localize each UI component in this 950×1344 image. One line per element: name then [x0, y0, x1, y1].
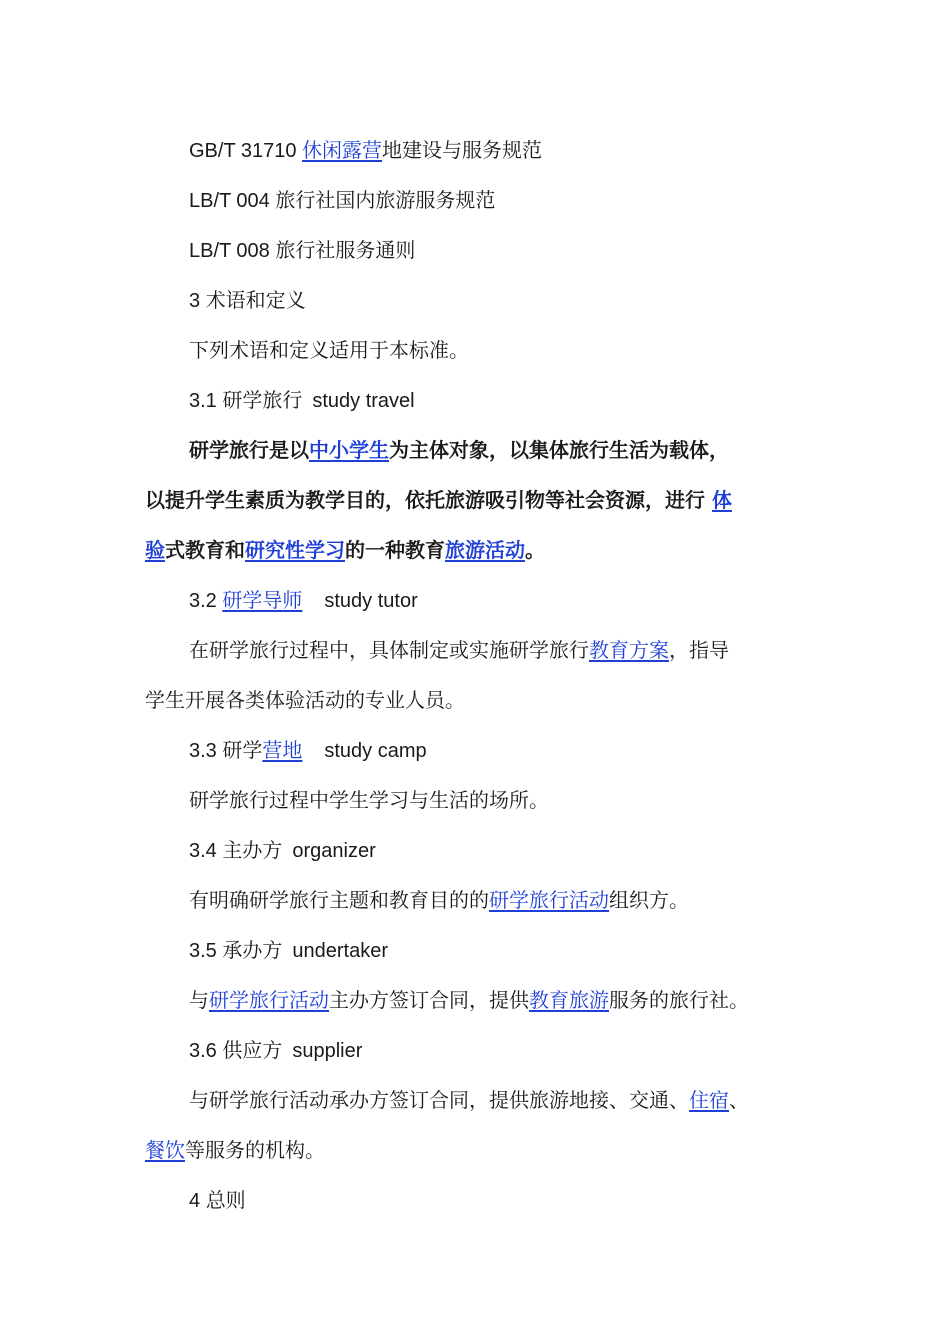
link-study-travel-activities[interactable]: 研学旅行活动 — [209, 988, 329, 1012]
term-name: 研学旅行 — [222, 388, 303, 412]
term-3-3-heading — [189, 725, 819, 775]
term-number: 3.4 — [189, 840, 223, 862]
term-number: 3.6 — [189, 1040, 223, 1062]
def-text: 与 — [189, 988, 209, 1012]
def-text: 等服务的机构。 — [185, 1138, 325, 1162]
term-3-1-definition-line-2 — [145, 475, 815, 525]
ref-code: LB/T 004 — [189, 190, 276, 212]
term-number: 3.5 — [189, 940, 223, 962]
section-3-intro — [189, 325, 819, 375]
ref-title: 旅行社国内旅游服务规范 — [275, 188, 496, 212]
def-text: 有明确研学旅行主题和教育目的的 — [189, 888, 489, 912]
def-text: 学生开展各类体验活动的专业人员。 — [145, 688, 465, 712]
link-study-travel-activities[interactable]: 研学旅行活动 — [489, 888, 609, 912]
def-text: 与研学旅行活动承办方签订合同，提供旅游地接、交通、 — [189, 1088, 689, 1112]
term-3-2-definition-line-1 — [189, 625, 819, 675]
def-text: 式教育和 — [165, 538, 245, 562]
section-4-heading — [189, 1175, 819, 1225]
def-text: 在研学旅行过程中，具体制定或实施研学旅行 — [189, 638, 589, 662]
link-experiential-part-2[interactable]: 验 — [145, 538, 165, 562]
term-3-4-definition — [189, 875, 819, 925]
term-number: 3.1 — [189, 390, 223, 412]
def-text: 以提升学生素质为教学目的，依托旅游吸引物等社会资源，进行 — [145, 488, 712, 512]
term-3-6-definition-line-2 — [145, 1125, 815, 1175]
term-english: study camp — [324, 740, 427, 762]
term-name: 供应方 — [222, 1038, 283, 1062]
link-study-tutor[interactable]: 研学导师 — [222, 588, 303, 612]
def-text: 为主体对象，以集体旅行生活为载体， — [389, 438, 729, 462]
term-3-6-heading — [189, 1025, 819, 1075]
term-3-4-heading — [189, 825, 819, 875]
term-3-5-definition — [189, 975, 819, 1025]
def-text: 、 — [729, 1088, 749, 1112]
term-3-3-definition — [189, 775, 819, 825]
term-3-5-heading — [189, 925, 819, 975]
link-camp[interactable]: 营地 — [262, 738, 303, 762]
link-educational-tourism[interactable]: 教育旅游 — [529, 988, 609, 1012]
link-tourism-activities[interactable]: 旅游活动 — [445, 538, 525, 562]
term-english: study travel — [312, 390, 415, 412]
def-text: 。 — [525, 538, 545, 562]
section-title: 总则 — [205, 1188, 246, 1212]
term-3-1-definition-line-3 — [145, 525, 815, 575]
ref-gbt-31710 — [189, 125, 819, 175]
link-catering[interactable]: 餐饮 — [145, 1138, 185, 1162]
link-primary-secondary-students[interactable]: 中小学生 — [309, 438, 389, 462]
section-3-heading — [189, 275, 819, 325]
term-name: 研学 — [222, 738, 263, 762]
term-3-1-definition-line-1 — [189, 425, 819, 475]
def-text: 的一种教育 — [345, 538, 445, 562]
def-text: 组织方。 — [609, 888, 689, 912]
term-english: supplier — [292, 1040, 363, 1062]
term-number: 3.3 — [189, 740, 223, 762]
term-number: 3.2 — [189, 590, 223, 612]
link-education-plan[interactable]: 教育方案 — [589, 638, 669, 662]
term-3-6-definition-line-1 — [189, 1075, 819, 1125]
def-text: 研学旅行是以 — [189, 438, 309, 462]
link-leisure-camping[interactable]: 休闲露营 — [302, 138, 383, 162]
ref-title: 旅行社服务通则 — [275, 238, 416, 262]
def-text: 主办方签订合同，提供 — [329, 988, 529, 1012]
ref-lbt-008 — [189, 225, 819, 275]
intro-text: 下列术语和定义适用于本标准。 — [189, 338, 469, 362]
section-title: 术语和定义 — [205, 288, 306, 312]
link-research-learning[interactable]: 研究性学习 — [245, 538, 345, 562]
def-text: 研学旅行过程中学生学习与生活的场所。 — [189, 788, 549, 812]
ref-title: 地建设与服务规范 — [382, 138, 543, 162]
link-accommodation[interactable]: 住宿 — [689, 1088, 729, 1112]
term-name: 承办方 — [222, 938, 283, 962]
term-name: 主办方 — [222, 838, 283, 862]
term-english: undertaker — [292, 940, 388, 962]
term-english: organizer — [292, 840, 376, 862]
ref-lbt-004 — [189, 175, 819, 225]
def-text: ，指导 — [669, 638, 729, 662]
ref-code: GB/T 31710 — [189, 140, 303, 162]
term-english: study tutor — [324, 590, 418, 612]
link-experiential-part-1[interactable]: 体 — [711, 488, 732, 512]
term-3-2-heading — [189, 575, 819, 625]
term-3-2-definition-line-2 — [145, 675, 815, 725]
ref-code: LB/T 008 — [189, 240, 276, 262]
def-text: 服务的旅行社。 — [609, 988, 749, 1012]
section-number: 3 — [189, 290, 206, 312]
term-3-1-heading — [189, 375, 819, 425]
section-number: 4 — [189, 1190, 206, 1212]
